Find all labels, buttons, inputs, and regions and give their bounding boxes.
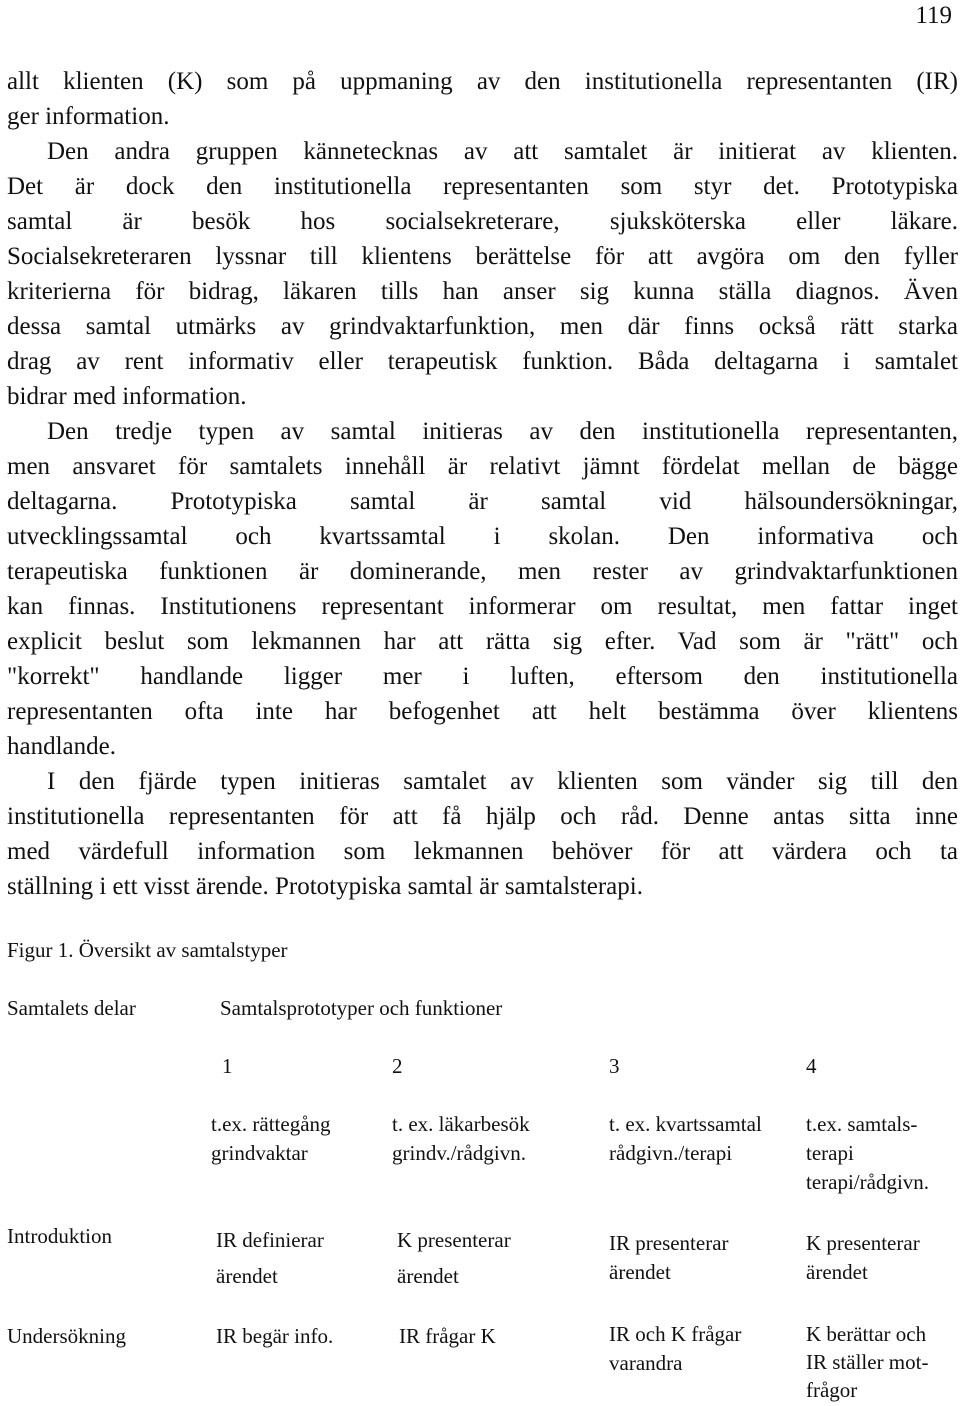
cell-line: terapi bbox=[806, 1141, 854, 1165]
text-line: Den tredje typen av samtal initieras av den institutionella representanten, bbox=[47, 418, 958, 445]
row-header: Samtalets delar bbox=[7, 996, 136, 1020]
table-cell bbox=[609, 1320, 741, 1378]
example-cell bbox=[806, 1110, 929, 1197]
example-cell bbox=[211, 1110, 331, 1168]
text-line: ställning i ett visst ärende. Prototypiska samtal är samtalsterapi. bbox=[7, 873, 643, 900]
text-line: kriterierna för bidrag, läkaren tills han anser sig kunna ställa diagnos. Även bbox=[7, 278, 958, 305]
cell-line: IR och K frågar bbox=[609, 1322, 742, 1346]
cell-line: t. ex. läkarbesök bbox=[392, 1112, 530, 1136]
cell-line: IR begär info. bbox=[216, 1324, 334, 1348]
example-cell bbox=[392, 1110, 530, 1168]
figure-caption: Figur 1. Översikt av samtalstyper bbox=[7, 938, 288, 962]
cell-line: t.ex. rättegång bbox=[211, 1112, 331, 1136]
cell-line: varandra bbox=[609, 1351, 683, 1375]
cell-line: rådgivn./terapi bbox=[609, 1141, 733, 1165]
text-line: dessa samtal utmärks av grindvaktarfunktion, men där finns också rätt starka bbox=[7, 313, 958, 340]
cell-line: IR presenterar bbox=[609, 1231, 729, 1255]
table-cell bbox=[399, 1322, 496, 1351]
text-line: explicit beslut som lekmannen har att rätta sig efter. Vad som är "rätt" och bbox=[7, 628, 958, 655]
cell-line: IR ställer mot- bbox=[806, 1350, 929, 1374]
column-number: 2 bbox=[392, 1054, 403, 1078]
text-line: bidrar med information. bbox=[7, 383, 247, 410]
table-cell bbox=[216, 1322, 333, 1351]
table-cell bbox=[216, 1222, 324, 1294]
cell-line: K presenterar bbox=[397, 1228, 511, 1252]
row-label-introduktion: Introduktion bbox=[7, 1224, 112, 1248]
cell-line: IR frågar K bbox=[399, 1324, 496, 1348]
cell-line: ärendet bbox=[806, 1260, 868, 1284]
table-cell bbox=[397, 1222, 511, 1294]
text-line: I den fjärde typen initieras samtalet av klienten som vänder sig till den bbox=[47, 768, 958, 795]
cell-line: ärendet bbox=[397, 1264, 459, 1288]
cell-line: t. ex. kvartssamtal bbox=[609, 1112, 762, 1136]
cell-line: grindvaktar bbox=[211, 1141, 308, 1165]
text-line: terapeutiska funktionen är dominerande, men rester av grindvaktarfunktionen bbox=[7, 558, 958, 585]
example-cell bbox=[609, 1110, 762, 1168]
table-cell bbox=[806, 1229, 920, 1287]
cell-line: grindv./rådgivn. bbox=[392, 1141, 526, 1165]
text-line: "korrekt" handlande ligger mer i luften, eftersom den institutionella bbox=[7, 663, 958, 690]
column-number: 1 bbox=[222, 1054, 233, 1078]
text-line: allt klienten (K) som på uppmaning av den institutionella representanten (IR) bbox=[7, 68, 958, 95]
cell-line: terapi/rådgivn. bbox=[806, 1170, 930, 1194]
table-cell bbox=[609, 1229, 729, 1287]
text-line: Den andra gruppen kännetecknas av att samtalet är initierat av klienten. bbox=[47, 138, 958, 165]
cell-line: K presenterar bbox=[806, 1231, 920, 1255]
page-number: 119 bbox=[915, 2, 952, 29]
cell-line: frågor bbox=[806, 1378, 858, 1402]
text-line: Det är dock den institutionella representanten som styr det. Prototypiska bbox=[7, 173, 958, 200]
column-number: 3 bbox=[609, 1054, 620, 1078]
text-line: deltagarna. Prototypiska samtal är samtal vid hälsoundersökningar, bbox=[7, 488, 958, 515]
text-line: samtal är besök hos socialsekreterare, sjuksköterska eller läkare. bbox=[7, 208, 958, 235]
column-header: Samtalsprototyper och funktioner bbox=[220, 996, 503, 1020]
text-line: representanten ofta inte har befogenhet att helt bestämma över klientens bbox=[7, 698, 958, 725]
text-line: institutionella representanten för att få hjälp och råd. Denne antas sitta inne bbox=[7, 803, 958, 830]
text-line: kan finnas. Institutionens representant informerar om resultat, men fattar inget bbox=[7, 593, 958, 620]
cell-line: K berättar och bbox=[806, 1322, 927, 1346]
table-cell bbox=[806, 1320, 928, 1404]
text-line: Socialsekreteraren lyssnar till klientens berättelse för att avgöra om den fyller bbox=[7, 243, 958, 270]
cell-line: ärendet bbox=[216, 1264, 278, 1288]
text-line: men ansvaret för samtalets innehåll är relativt jämnt fördelat mellan de bägge bbox=[7, 453, 958, 480]
text-line: drag av rent informativ eller terapeutisk funktion. Båda deltagarna i samtalet bbox=[7, 348, 958, 375]
column-number: 4 bbox=[806, 1054, 817, 1078]
cell-line: IR definierar bbox=[216, 1228, 324, 1252]
text-line: utvecklingssamtal och kvartssamtal i skolan. Den informativa och bbox=[7, 523, 958, 550]
text-line: med värdefull information som lekmannen behöver för att värdera och ta bbox=[7, 838, 958, 865]
cell-line: t.ex. samtals- bbox=[806, 1112, 918, 1136]
text-line: ger information. bbox=[7, 103, 170, 130]
cell-line: ärendet bbox=[609, 1260, 671, 1284]
row-label-undersokning: Undersökning bbox=[7, 1324, 126, 1348]
text-line: handlande. bbox=[7, 733, 116, 760]
